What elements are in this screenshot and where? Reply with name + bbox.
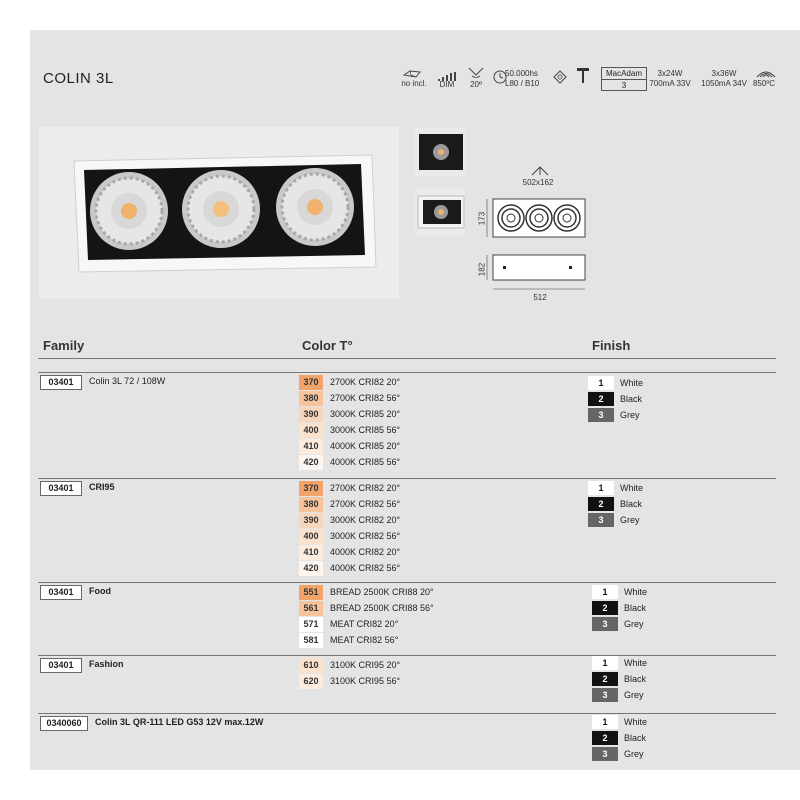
color-description: 4000K CRI85 56° [330,457,401,467]
no-incl-label: no incl. [401,79,427,88]
family-name: CRI95 [89,482,115,492]
finish-code: 2 [592,601,618,615]
family-code: 03401 [40,481,82,496]
color-description: MEAT CRI82 56° [330,635,399,645]
finish-name: Black [620,499,643,509]
color-description: BREAD 2500K CRI88 20° [330,587,434,597]
color-code: 390 [299,513,323,528]
color-code: 420 [299,561,323,576]
color-code: 380 [299,391,323,406]
family-name: Colin 3L QR-111 LED G53 12V max.12W [95,717,264,727]
finish-name: Black [620,394,643,404]
diamond-icon [553,70,567,84]
header-finish: Finish [592,338,631,353]
color-code: 400 [299,423,323,438]
color-description: 2700K CRI82 56° [330,499,401,509]
color-description: 3000K CRI82 56° [330,531,401,541]
color-description: 2700K CRI82 56° [330,393,401,403]
dim-label: DIM [439,80,455,89]
depth-dimension: 182 [477,262,487,277]
finish-code: 2 [588,497,614,511]
finish-code: 1 [592,656,618,670]
color-description: BREAD 2500K CRI88 56° [330,603,434,613]
thumbnail-2 [415,188,465,236]
temp-label: 850ºC [752,79,776,88]
finish-code: 2 [588,392,614,406]
finish-name: White [620,483,644,493]
finish-name: Grey [624,690,644,700]
spotlight-1 [90,172,168,250]
dimmable-icon [437,68,457,77]
power2-w: 3x36W [711,69,737,78]
spotlight-2 [182,170,260,248]
spotlight-3 [276,168,354,246]
header-color: Color T° [302,338,353,353]
finish-code: 3 [592,688,618,702]
color-code: 420 [299,455,323,470]
finish-code: 3 [588,513,614,527]
macadam-label: MacAdam [602,68,646,80]
color-description: 3000K CRI85 56° [330,425,401,435]
finish-code: 2 [592,731,618,745]
family-name: Food [89,586,111,596]
color-code: 561 [299,601,323,616]
product-title: COLIN 3L [43,70,114,87]
finish-name: Black [624,603,647,613]
family-name: Colin 3L 72 / 108W [89,376,166,386]
life-hours: 50.000hs [505,69,538,78]
color-code: 571 [299,617,323,632]
color-description: 3100K CRI95 56° [330,676,401,686]
finish-code: 1 [588,481,614,495]
finish-name: Grey [620,410,640,420]
finish-code: 3 [588,408,614,422]
finish-code: 1 [588,376,614,390]
group-rule [38,655,776,656]
power1-w: 3x24W [657,69,683,78]
family-name: Fashion [89,659,124,669]
height-dimension: 173 [477,211,487,226]
color-description: 2700K CRI82 20° [330,377,401,387]
group-rule [38,478,776,479]
product-photo [39,127,399,299]
color-description: 3100K CRI95 20° [330,660,401,670]
header-family: Family [43,338,85,353]
life-rating: L80 / B10 [505,79,540,88]
finish-code: 3 [592,747,618,761]
color-code: 400 [299,529,323,544]
finish-code: 3 [592,617,618,631]
drawing-outline [485,194,595,302]
cutout-icon [530,164,550,176]
finish-name: Black [624,733,647,743]
color-code: 620 [299,674,323,689]
power1-ma: 700mA 33V [649,79,691,88]
color-description: 2700K CRI82 20° [330,483,401,493]
family-code: 0340060 [40,716,88,731]
lamp-not-included-icon [402,66,424,76]
finish-name: Grey [620,515,640,525]
group-rule [38,713,776,714]
glow-wire-icon [755,66,777,78]
header-rule [38,358,776,359]
track-lamp-icon [575,67,591,85]
color-description: 3000K CRI82 20° [330,515,401,525]
finish-name: Grey [624,749,644,759]
color-code: 551 [299,585,323,600]
finish-name: White [624,658,648,668]
macadam-value: 3 [621,81,627,90]
color-description: MEAT CRI82 20° [330,619,399,629]
thumbnail-1 [415,128,465,176]
finish-name: Black [624,674,647,684]
color-description: 3000K CRI85 20° [330,409,401,419]
color-code: 380 [299,497,323,512]
group-rule [38,582,776,583]
finish-code: 1 [592,585,618,599]
width-dimension: 512 [533,293,547,302]
color-description: 4000K CRI82 20° [330,547,401,557]
color-description: 4000K CRI85 20° [330,441,401,451]
family-code: 03401 [40,375,82,390]
power2-ma: 1050mA 34V [701,79,747,88]
angle-label: 20º [470,80,482,89]
finish-name: Grey [624,619,644,629]
color-description: 4000K CRI82 56° [330,563,401,573]
color-code: 370 [299,481,323,496]
color-code: 390 [299,407,323,422]
color-code: 370 [299,375,323,390]
color-code: 581 [299,633,323,648]
beam-angle-icon [466,66,486,78]
finish-code: 1 [592,715,618,729]
color-code: 410 [299,545,323,560]
finish-name: White [620,378,644,388]
family-code: 03401 [40,585,82,600]
family-code: 03401 [40,658,82,673]
group-rule [38,372,776,373]
cutout-dimension: 502x162 [522,178,554,187]
finish-name: White [624,717,648,727]
color-code: 410 [299,439,323,454]
finish-code: 2 [592,672,618,686]
macadam-box [601,67,647,91]
color-code: 610 [299,658,323,673]
finish-name: White [624,587,648,597]
